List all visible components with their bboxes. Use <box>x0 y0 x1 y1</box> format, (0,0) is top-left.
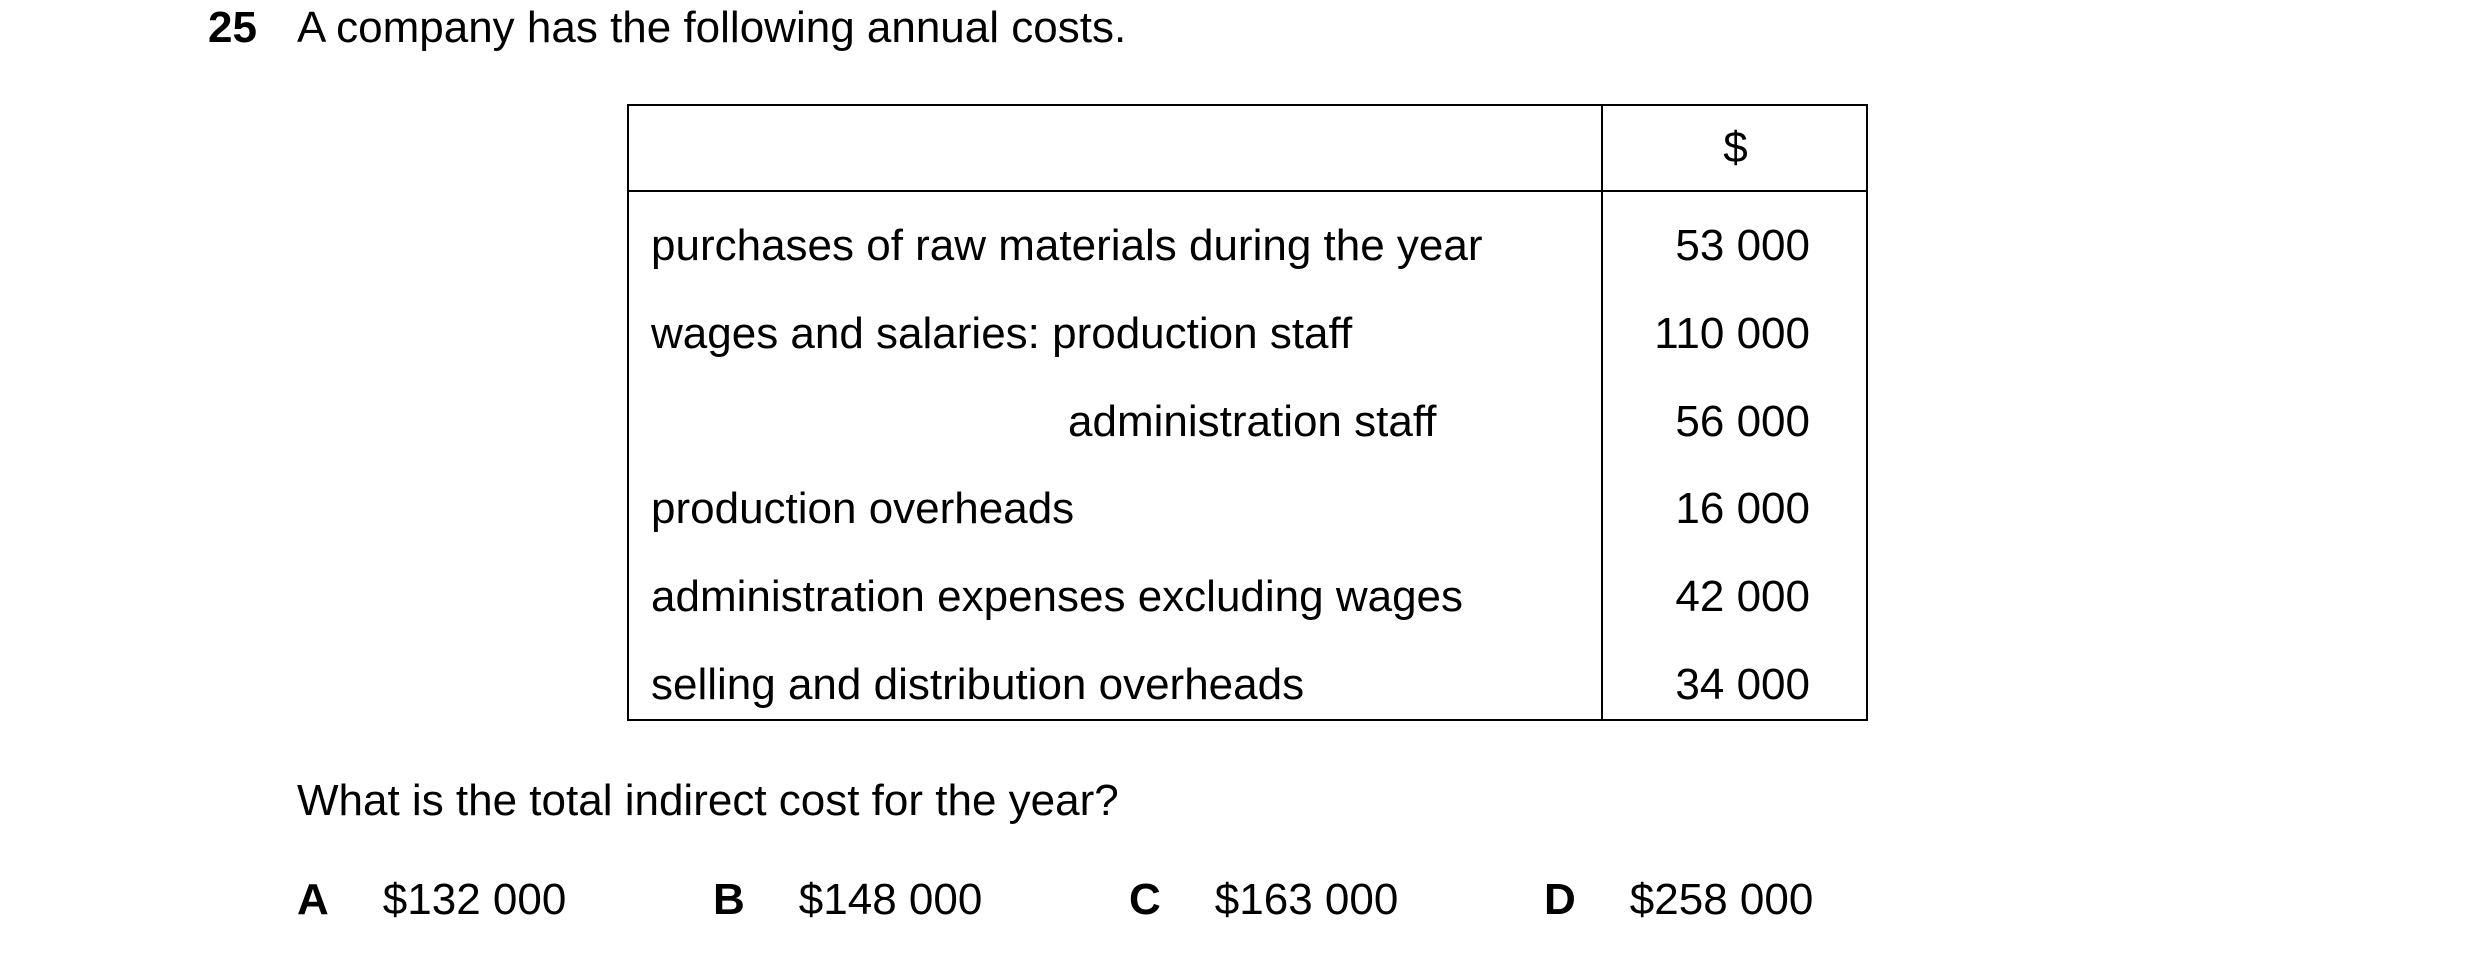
row-label: production overheads <box>651 484 1075 533</box>
option-amount: $148 000 <box>798 875 983 924</box>
option-a[interactable] <box>297 874 566 926</box>
table-row <box>629 465 1866 553</box>
question-stem: A company has the following annual costs. <box>297 3 1127 52</box>
table-row <box>629 378 1866 466</box>
row-label: wages and salaries: production staff <box>651 309 1353 358</box>
question-prompt: What is the total indirect cost for the year? <box>297 776 1119 825</box>
option-letter: B <box>713 875 745 924</box>
option-amount: $258 000 <box>1629 875 1814 924</box>
row-label: administration expenses excluding wages <box>651 572 1464 621</box>
option-d[interactable] <box>1544 874 1813 926</box>
table-row <box>629 553 1866 641</box>
cost-table <box>627 104 1868 721</box>
header-divider <box>629 190 1866 192</box>
option-b[interactable] <box>713 874 982 926</box>
option-letter: D <box>1544 875 1576 924</box>
row-value: 53 000 <box>1675 221 1810 270</box>
table-row <box>629 641 1866 729</box>
row-value: 56 000 <box>1675 397 1810 446</box>
table-row <box>629 290 1866 378</box>
question-number: 25 <box>208 3 257 52</box>
row-value: 42 000 <box>1675 572 1810 621</box>
row-label: selling and distribution overheads <box>651 660 1305 709</box>
row-value: 34 000 <box>1675 660 1810 709</box>
option-letter: A <box>297 875 329 924</box>
option-letter: C <box>1129 875 1161 924</box>
option-amount: $132 000 <box>382 875 567 924</box>
row-value: 110 000 <box>1654 309 1810 358</box>
row-value: 16 000 <box>1675 484 1810 533</box>
row-label: administration staff <box>1068 397 1437 446</box>
currency-header: $ <box>1723 123 1748 172</box>
table-row <box>629 202 1866 290</box>
option-c[interactable] <box>1129 874 1398 926</box>
row-label: purchases of raw materials during the year <box>651 221 1483 270</box>
option-amount: $163 000 <box>1214 875 1399 924</box>
